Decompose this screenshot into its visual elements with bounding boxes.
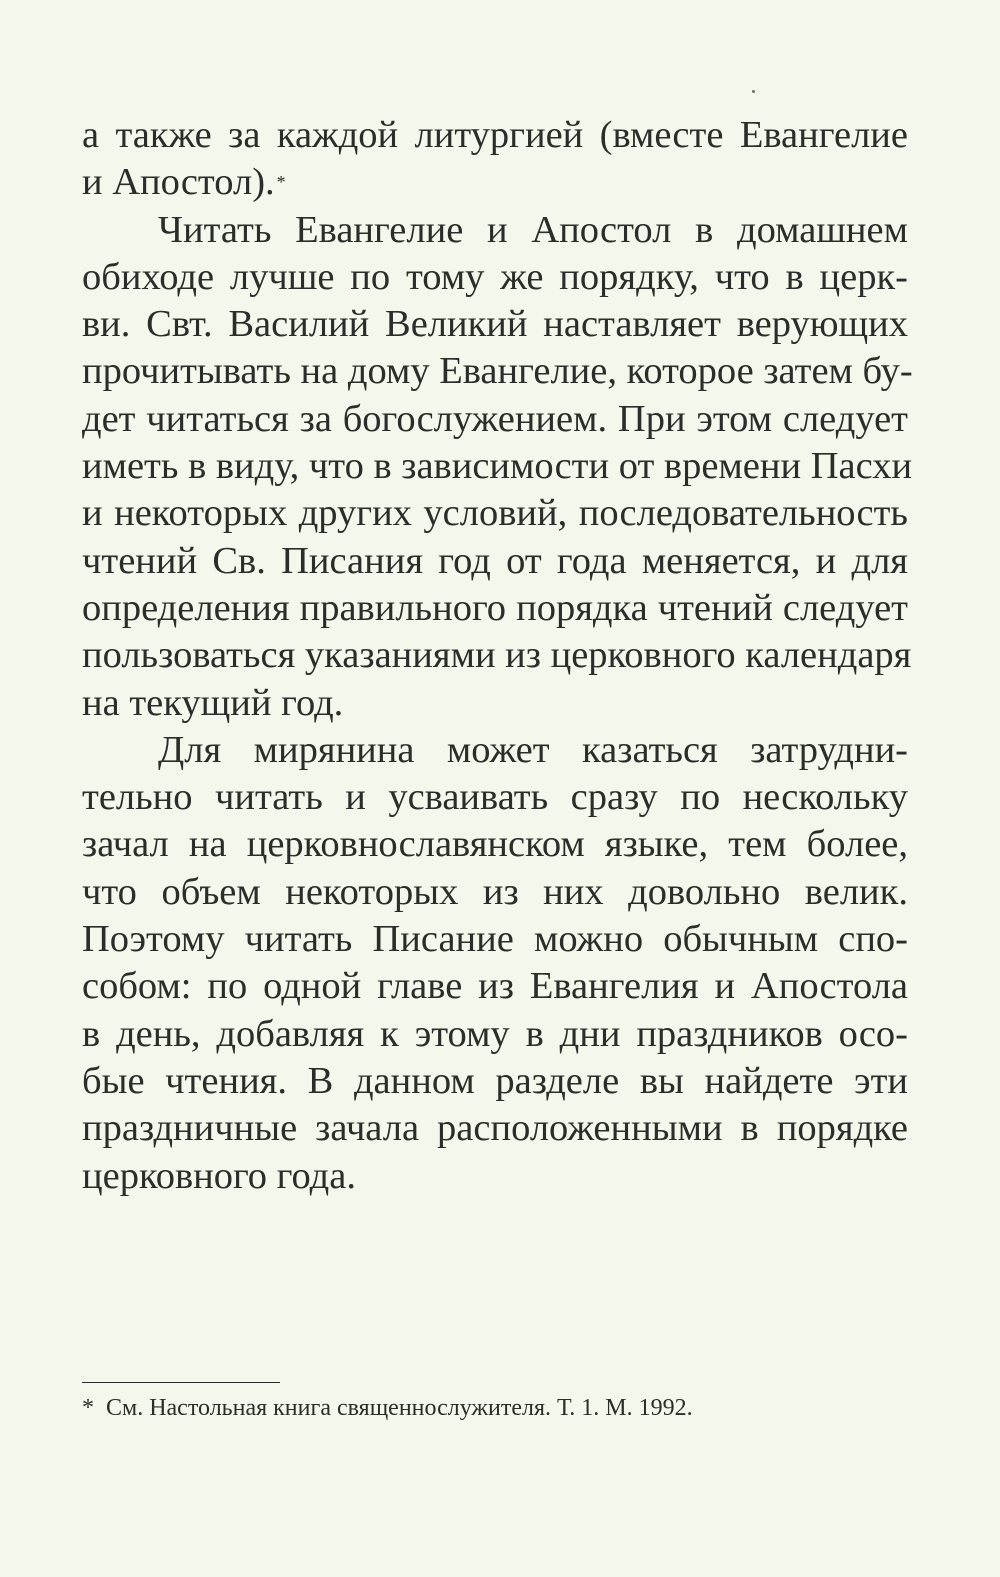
text-line: ви. Свт. Василий Великий наставляет верующих [82, 303, 908, 346]
text-line: церковного года. [82, 1154, 356, 1197]
text-line-content: и Апостол). [82, 161, 275, 204]
footnote-text: См. Настольная книга священнослужителя. Т. 1. М. 1992. [106, 1395, 693, 1421]
text-line: прочитывать на дому Евангелие, которое затем бу- [82, 350, 913, 393]
text-line [82, 159, 908, 206]
text-line: пользоваться указаниями из церковного календаря [82, 634, 912, 677]
text-line: праздничные зачала расположенными в порядке [82, 1107, 908, 1150]
text-line: Поэтому читать Писание можно обычным спо- [82, 918, 908, 961]
text-line: собом: по одной главе из Евангелия и Апостола [82, 965, 908, 1008]
text-line: а также за каждой литургией (вместе Евангелие [82, 114, 908, 156]
text-line: на текущий год. [82, 681, 344, 724]
body-text [82, 112, 913, 1200]
text-line: иметь в виду, что в зависимости от времени Пасхи [82, 445, 913, 488]
text-line: определения правильного порядка чтений следует [82, 586, 908, 629]
text-line: бые чтения. В данном разделе вы найдете эти [82, 1059, 908, 1102]
footnote-divider [82, 1382, 280, 1383]
text-line: обиходе лучше по тому же порядку, что в церк- [82, 255, 908, 298]
print-speck [752, 90, 755, 93]
text-line: в день, добавляя к этому в дни праздников осо- [82, 1012, 908, 1055]
footnote-marker: * [82, 1395, 94, 1421]
footnote-marker: * [276, 172, 286, 193]
text-line: чтений Св. Писания год от года меняется, и для [82, 539, 908, 582]
text-line: тельно читать и усваивать сразу по нескольку [82, 776, 908, 819]
text-line: Для мирянина может казаться затрудни- [158, 728, 908, 771]
text-line: Читать Евангелие и Апостол в домашнем [158, 208, 908, 251]
text-line: дет читаться за богослужением. При этом следует [82, 397, 908, 440]
text-line: и некоторых других условий, последовательность [82, 492, 908, 535]
text-line: зачал на церковнославянском языке, тем более, [82, 823, 908, 866]
footnote [82, 1392, 693, 1424]
text-line: что объем некоторых из них довольно велик. [82, 870, 908, 913]
